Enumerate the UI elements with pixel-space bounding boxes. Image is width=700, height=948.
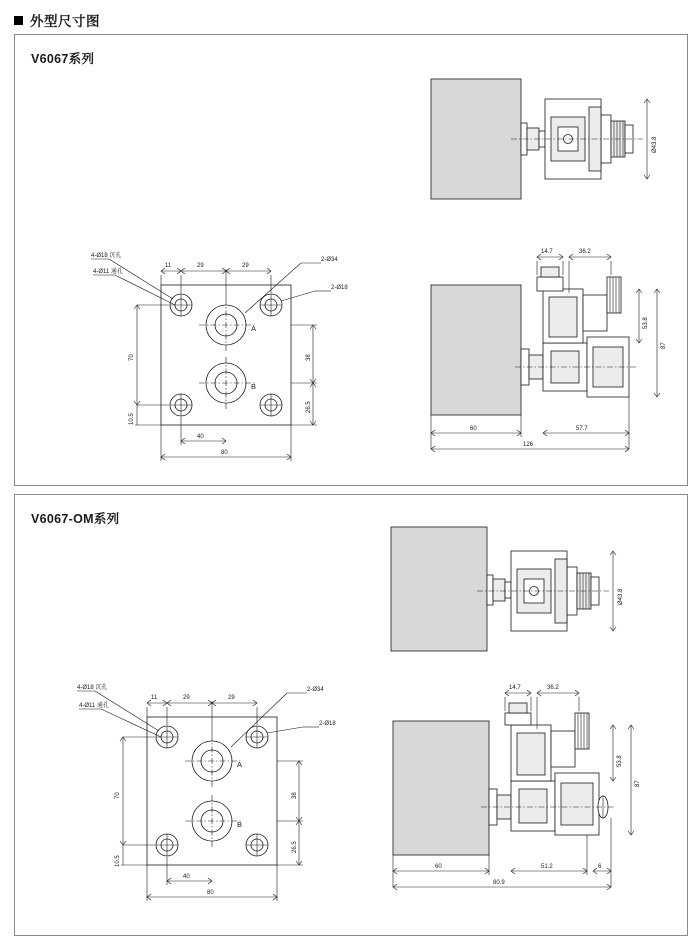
port-label-b-v6067-om: B — [237, 820, 243, 829]
dim-38-v6067-om: 38 — [292, 792, 298, 799]
dim-14-7-v6067-om: 14.7 — [509, 685, 521, 691]
dim-29a-v6067-om: 29 — [183, 695, 190, 701]
leader-2d34-v6067: 2-Ø34 — [321, 257, 338, 263]
dim-57-7-v6067: 57.7 — [576, 426, 588, 432]
dim-80-v6067: 80 — [221, 450, 228, 456]
plate-view-v6067 — [69, 213, 389, 463]
dim-70-v6067-om: 70 — [115, 792, 121, 799]
leader-4d18-v6067-om: 4-Ø18 沉孔 — [77, 685, 108, 691]
dim-87-v6067-om: 87 — [635, 780, 641, 787]
leader-2d18-v6067-om: 2-Ø18 — [319, 721, 336, 727]
dim-36-2-v6067-om: 36.2 — [547, 685, 559, 691]
plate-view-v6067-om — [55, 645, 385, 900]
leader-4d11-v6067: 4-Ø11 通孔 — [93, 269, 123, 275]
dim-11-v6067-om: 11 — [151, 695, 158, 701]
square-bullet-icon — [14, 16, 23, 25]
dim-38-v6067: 38 — [306, 354, 312, 361]
dim-53-8-v6067: 53.8 — [643, 317, 649, 329]
dim-80-v6067-om: 80 — [207, 890, 214, 896]
dim-60-v6067: 60 — [470, 426, 477, 432]
leader-2d34-v6067-om: 2-Ø34 — [307, 687, 324, 693]
dim-26-5-v6067-om: 26.5 — [292, 841, 298, 853]
section-title-v6067: V6067系列 — [31, 52, 95, 66]
dim-60-v6067-om: 60 — [435, 864, 442, 870]
front-view-v6067 — [411, 71, 671, 216]
dim-51-2-v6067-om: 51.2 — [541, 864, 553, 870]
dim-80-9-v6067-om: 80.9 — [493, 880, 505, 886]
leader-4d18-v6067: 4-Ø18 沉孔 — [91, 253, 122, 259]
dim-40-v6067: 40 — [197, 434, 204, 440]
dim-29b-v6067-om: 29 — [228, 695, 235, 701]
dim-front-diameter-v6067: Ø43.8 — [652, 136, 658, 153]
dim-6-v6067-om: 6 — [598, 864, 602, 870]
dim-10-5-v6067-om: 10.5 — [115, 855, 121, 867]
port-label-b-v6067: B — [251, 382, 257, 391]
dim-36-2-v6067: 36.2 — [579, 249, 591, 255]
dim-70-v6067: 70 — [129, 354, 135, 361]
leader-2d18-v6067: 2-Ø18 — [331, 285, 348, 291]
dim-87-v6067: 87 — [661, 342, 667, 349]
section-v6067-om — [14, 494, 688, 936]
dim-14-7-v6067: 14.7 — [541, 249, 553, 255]
front-view-v6067-om — [371, 519, 651, 669]
section-title-v6067-om: V6067-OM系列 — [31, 512, 120, 526]
port-label-a-v6067: A — [251, 324, 257, 333]
side-view-v6067-om — [375, 685, 655, 910]
section-v6067 — [14, 34, 688, 486]
page-title: 外型尺寸图 — [30, 14, 100, 29]
side-view-v6067 — [411, 247, 679, 472]
page-header — [14, 10, 100, 30]
dim-29b-v6067: 29 — [242, 263, 249, 269]
leader-4d11-v6067-om: 4-Ø11 通孔 — [79, 703, 109, 709]
dim-26-5-v6067: 26.5 — [306, 401, 312, 413]
dim-11-v6067: 11 — [165, 263, 172, 269]
dim-front-diameter-v6067-om: Ø43.8 — [618, 588, 624, 605]
dim-53-8-v6067-om: 53.8 — [617, 755, 623, 767]
dim-40-v6067-om: 40 — [183, 874, 190, 880]
dim-10-5-v6067: 10.5 — [129, 413, 135, 425]
dim-126-v6067: 126 — [523, 442, 534, 448]
dim-29a-v6067: 29 — [197, 263, 204, 269]
port-label-a-v6067-om: A — [237, 760, 243, 769]
